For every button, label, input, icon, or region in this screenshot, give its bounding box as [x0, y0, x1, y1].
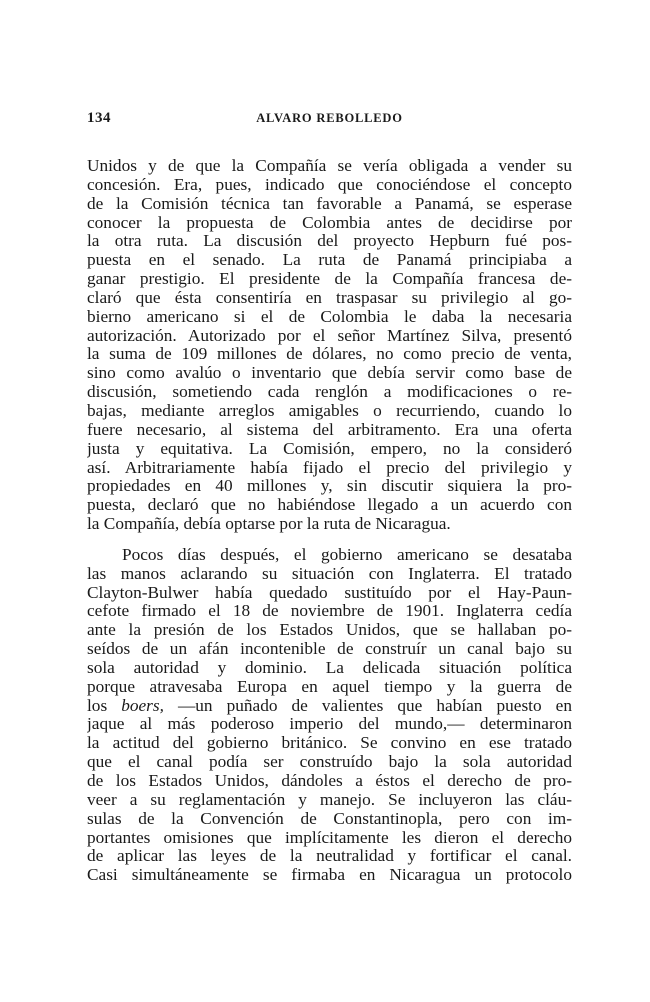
text-line: la suma de 109 millones de dólares, no como precio de venta, — [87, 345, 572, 364]
text-line: puesta en el senado. La ruta de Panamá principiaba a — [87, 251, 572, 270]
text-line: cefote firmado el 18 de noviembre de 1901. Inglaterra cedía — [87, 602, 572, 621]
paragraph-1 — [87, 157, 572, 534]
paragraph-gap — [87, 534, 572, 546]
text-line: fuere necesario, al sistema del arbitramento. Era una oferta — [87, 420, 572, 439]
text-line — [87, 697, 572, 716]
page-number: 134 — [87, 110, 111, 126]
text-line: ante la presión de los Estados Unidos, que se hallaban po- — [87, 621, 572, 640]
text-line: puesta, declaró que no habiéndose llegado a un acuerdo con — [87, 496, 572, 515]
text-line: propiedades en 40 millones y, sin discutir siquiera la pro- — [87, 477, 572, 496]
text-fragment: los — [87, 696, 122, 715]
text-line: sola autoridad y dominio. La delicada situación política — [87, 658, 572, 677]
text-line: las manos aclarando su situación con Inglaterra. El tratado — [87, 564, 572, 583]
running-head: ALVARO REBOLLEDO — [256, 111, 403, 125]
text-line: autorización. Autorizado por el señor Martínez Silva, presentó — [87, 326, 572, 345]
text-line: claró que ésta consentiría en traspasar su privilegio al go- — [87, 288, 572, 307]
text-line: de aplicar las leyes de la neutralidad y fortificar el canal. — [87, 847, 572, 866]
text-line: que el canal podía ser construído bajo la sola autoridad — [87, 753, 572, 772]
text-line: de la Comisión técnica tan favorable a Panamá, se esperase — [87, 194, 572, 213]
text-line: sino como avalúo o inventario que debía servir como base de — [87, 364, 572, 383]
text-line: bierno americano si el de Colombia le daba la necesaria — [87, 307, 572, 326]
text-line: justa y equitativa. La Comisión, empero, no la consideró — [87, 439, 572, 458]
text-line: Unidos y de que la Compañía se vería obligada a vender su — [87, 157, 572, 175]
text-line: portantes omisiones que implícitamente les dieron el derecho — [87, 828, 572, 847]
text-line: Casi simultáneamente se firmaba en Nicaragua un protocolo — [87, 866, 572, 885]
text-line: Clayton-Bulwer había quedado sustituído por el Hay-Paun- — [87, 583, 572, 602]
text-fragment: —un puñado de valientes que habían puesto en — [163, 696, 572, 715]
text-line: sulas de la Convención de Constantinopla, pero con im- — [87, 809, 572, 828]
text-body — [87, 157, 572, 885]
text-line: la otra ruta. La discusión del proyecto Hepburn fué pos- — [87, 232, 572, 251]
text-line: conocer la propuesta de Colombia antes de decidirse por — [87, 213, 572, 232]
text-line: Pocos días después, el gobierno americano se desataba — [122, 545, 572, 564]
page-header — [87, 110, 572, 132]
text-line: así. Arbitrariamente había fijado el precio del privilegio y — [87, 458, 572, 477]
text-line: bajas, mediante arreglos amigables o recurriendo, cuando lo — [87, 401, 572, 420]
text-line: jaque al más poderoso imperio del mundo,— determinaron — [87, 715, 572, 734]
text-line: discusión, sometiendo cada renglón a modificaciones o re- — [87, 383, 572, 402]
text-line: seídos de un afán incontenible de construír un canal bajo su — [87, 640, 572, 659]
text-line: ganar prestigio. El presidente de la Compañía francesa de- — [87, 270, 572, 289]
paragraph-2 — [87, 546, 572, 885]
italic-term: boers, — [121, 696, 164, 715]
text-line: la actitud del gobierno británico. Se convino en ese tratado — [87, 734, 572, 753]
text-line: concesión. Era, pues, indicado que conociéndose el concepto — [87, 175, 572, 194]
text-line: porque atravesaba Europa en aquel tiempo y la guerra de — [87, 677, 572, 696]
text-line: la Compañía, debía optarse por la ruta de Nicaragua. — [87, 515, 451, 534]
text-line: veer a su reglamentación y manejo. Se incluyeron las cláu- — [87, 790, 572, 809]
text-line: de los Estados Unidos, dándoles a éstos el derecho de pro- — [87, 772, 572, 790]
